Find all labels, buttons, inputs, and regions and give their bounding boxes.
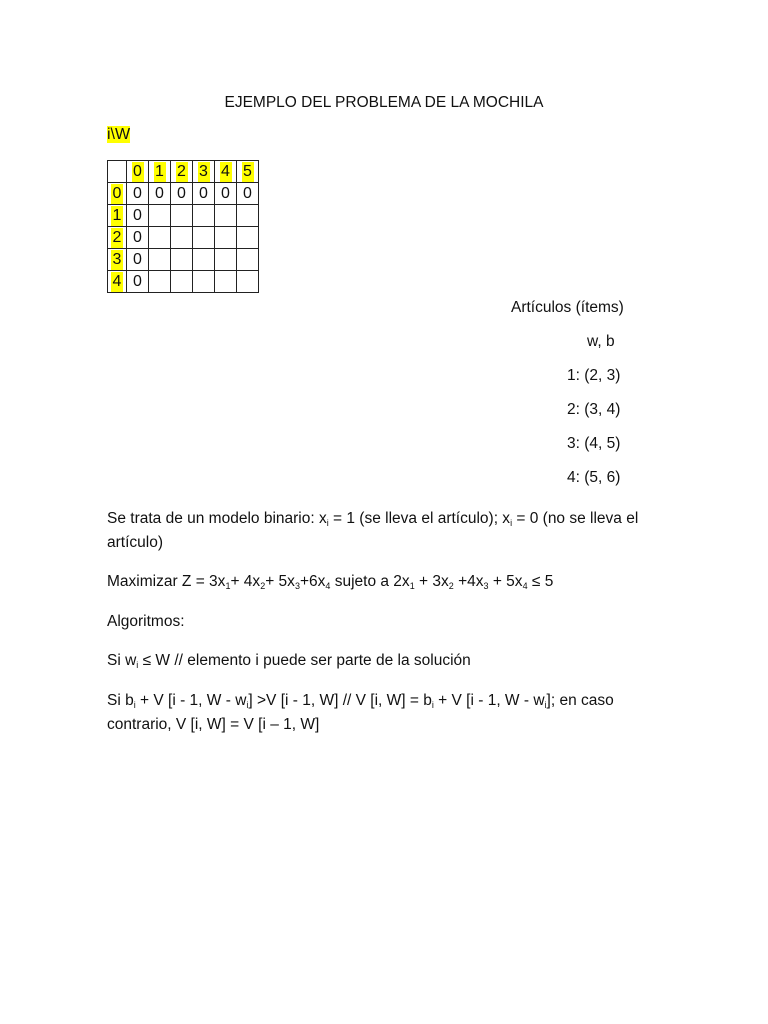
articles-heading: Artículos (ítems) [511,299,624,316]
table-cell: 0 [127,183,149,205]
table-cell [215,271,237,293]
binary-model-paragraph: Se trata de un modelo binario: $x_i = 1$ (se lleva el artículo); $x_i = 0$ (no se lleva el artículo) [107,510,639,551]
articles-columns: w, b [587,333,615,350]
table-cell [149,205,171,227]
table-cell [171,249,193,271]
table-cell [149,249,171,271]
table-cell [171,271,193,293]
table-cell: 0 [127,249,149,271]
table-cell [193,205,215,227]
table-cell [149,271,171,293]
article-item: 4: (5, 6) [567,469,621,486]
table-cell [193,227,215,249]
condition-paragraph: Si $w_i \le W$ // elemento i puede ser parte de la solución [107,652,471,670]
table-cell: 0 [127,205,149,227]
row-header: 3 [108,249,127,271]
col-header: 2 [171,161,193,183]
article-item: 2: (3, 4) [567,401,621,418]
row-header: 0 [108,183,127,205]
table-cell: 0 [237,183,259,205]
row-header: 2 [108,227,127,249]
recurrence-paragraph: Si $b_i + V$ [i - 1, $W - w_i] >V$ [i - 1, W] // V [i, $W] = b_i + V$ [i - 1, W - $w_i$]; en caso contrario, V [i, W] = V [i – 1, W] [107,692,614,733]
article-item: 3: (4, 5) [567,435,621,452]
table-cell: 0 [193,183,215,205]
row-header: 4 [108,271,127,293]
article-item: 1: (2, 3) [567,367,621,384]
table-row [108,205,259,227]
corner-label: i\W [107,126,131,143]
knapsack-table [107,160,259,293]
corner-cell [108,161,127,183]
table-cell [215,205,237,227]
table-row [108,227,259,249]
table-cell: 0 [127,271,149,293]
table-cell [215,227,237,249]
table-cell: 0 [171,183,193,205]
col-header: 4 [215,161,237,183]
table-cell [193,271,215,293]
table-cell: 0 [149,183,171,205]
col-header: 0 [127,161,149,183]
table-cell [237,249,259,271]
table-cell [237,271,259,293]
table-row [108,249,259,271]
row-header: 1 [108,205,127,227]
col-header: 1 [149,161,171,183]
table-header-row [108,161,259,183]
table-cell: 0 [215,183,237,205]
table-cell [215,249,237,271]
col-header: 3 [193,161,215,183]
table-cell [149,227,171,249]
table-cell [237,205,259,227]
table-cell [193,249,215,271]
table-cell [171,205,193,227]
col-header: 5 [237,161,259,183]
document-title: EJEMPLO DEL PROBLEMA DE LA MOCHILA [224,94,544,111]
table-cell [237,227,259,249]
objective-paragraph: Maximizar $Z = 3x_1+ 4x_2+ 5x_3+6x_4$ sujeto a $2x_1 + 3x_2 +4x_3 + 5x_4 \le 5$ [107,573,554,591]
table-row [108,271,259,293]
algorithms-heading: Algoritmos: [107,613,185,630]
table-row [108,183,259,205]
table-cell [171,227,193,249]
table-cell: 0 [127,227,149,249]
